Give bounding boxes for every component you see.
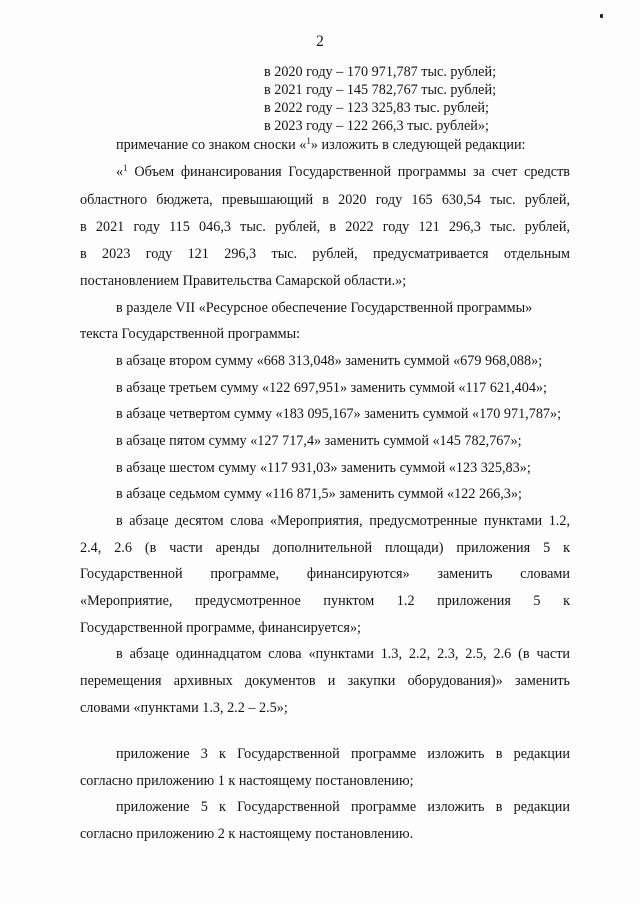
funding-year-2023: в 2023 году – 122 266,3 тыс. рублей»; [264,118,489,134]
section7-line-1: в разделе VII «Ресурсное обеспечение Государственной программы» [116,300,533,316]
paragraph10-line-2: 2.4, 2.6 (в части аренды дополнительной площади) приложения 5 к [80,540,570,556]
footnote-marker: 1 [123,163,128,173]
footnote-line-2: областного бюджета, превышающий в 2020 году 165 630,54 тыс. рублей, [80,192,570,208]
appendix5-line-1: приложение 5 к Государственной программе изложить в редакции [116,799,570,815]
paragraph10-line-1: в абзаце десятом слова «Мероприятия, предусмотренные пунктами 1.2, [116,513,570,529]
paragraph10-line-5: Государственной программе, финансируется»; [80,620,361,636]
replacement-line: в абзаце третьем сумму «122 697,951» заменить суммой «117 621,404»; [116,380,547,396]
funding-year-2021: в 2021 году – 145 782,767 тыс. рублей; [264,82,497,98]
appendix3-line-2: согласно приложению 1 к настоящему постановлению; [80,773,414,789]
funding-year-2022: в 2022 году – 123 325,83 тыс. рублей; [264,100,489,116]
paragraph11-line-3: словами «пунктами 1.3, 2.2 – 2.5»; [80,700,288,716]
appendix5-line-2: согласно приложению 2 к настоящему постановлению. [80,826,414,842]
footnote-line-1: «$^1$ Объем финансирования Государственной программы за счет средств [116,163,570,180]
paragraph11-line-1: в абзаце одиннадцатом слова «пунктами 1.3, 2.2, 2.3, 2.5, 2.6 (в части [116,646,570,662]
paragraph11-line-2: перемещения архивных документов и закупки оборудования)» заменить [80,673,570,689]
replacement-line: в абзаце шестом сумму «117 931,03» заменить суммой «123 325,83»; [116,460,531,476]
page-number: 2 [316,33,324,50]
paragraph10-line-4: «Мероприятие, предусмотренное пунктом 1.2 приложения 5 к [80,593,570,609]
footnote-line-5: постановлением Правительства Самарской области.»; [80,273,407,289]
appendix3-line-1: приложение 3 к Государственной программе изложить в редакции [116,746,570,762]
paragraph10-line-3: Государственной программе, финансируются» заменить словами [80,566,570,582]
replacement-line: в абзаце седьмом сумму «116 871,5» заменить суммой «122 266,3»; [116,486,522,502]
footnote-line-3: в 2021 году 115 046,3 тыс. рублей, в 2022 году 121 296,3 тыс. рублей, [80,219,570,235]
replacement-line: в абзаце четвертом сумму «183 095,167» заменить суммой «170 971,787»; [116,406,562,422]
scan-dot-mark [600,14,603,18]
footnote-line-4: в 2023 году 121 296,3 тыс. рублей, предусматривается отдельным [80,246,570,262]
section7-line-2: текста Государственной программы: [80,326,301,342]
funding-year-2020: в 2020 году – 170 971,787 тыс. рублей; [264,64,497,80]
replacement-line: в абзаце пятом сумму «127 717,4» заменить суммой «145 782,767»; [116,433,522,449]
note-intro: примечание со знаком сноски «$^1$» изложить в следующей редакции: [116,136,526,153]
funding-by-year-list [264,63,496,135]
replacement-line: в абзаце втором сумму «668 313,048» заменить суммой «679 968,088»; [116,353,543,369]
footnote-marker: 1 [306,136,311,146]
